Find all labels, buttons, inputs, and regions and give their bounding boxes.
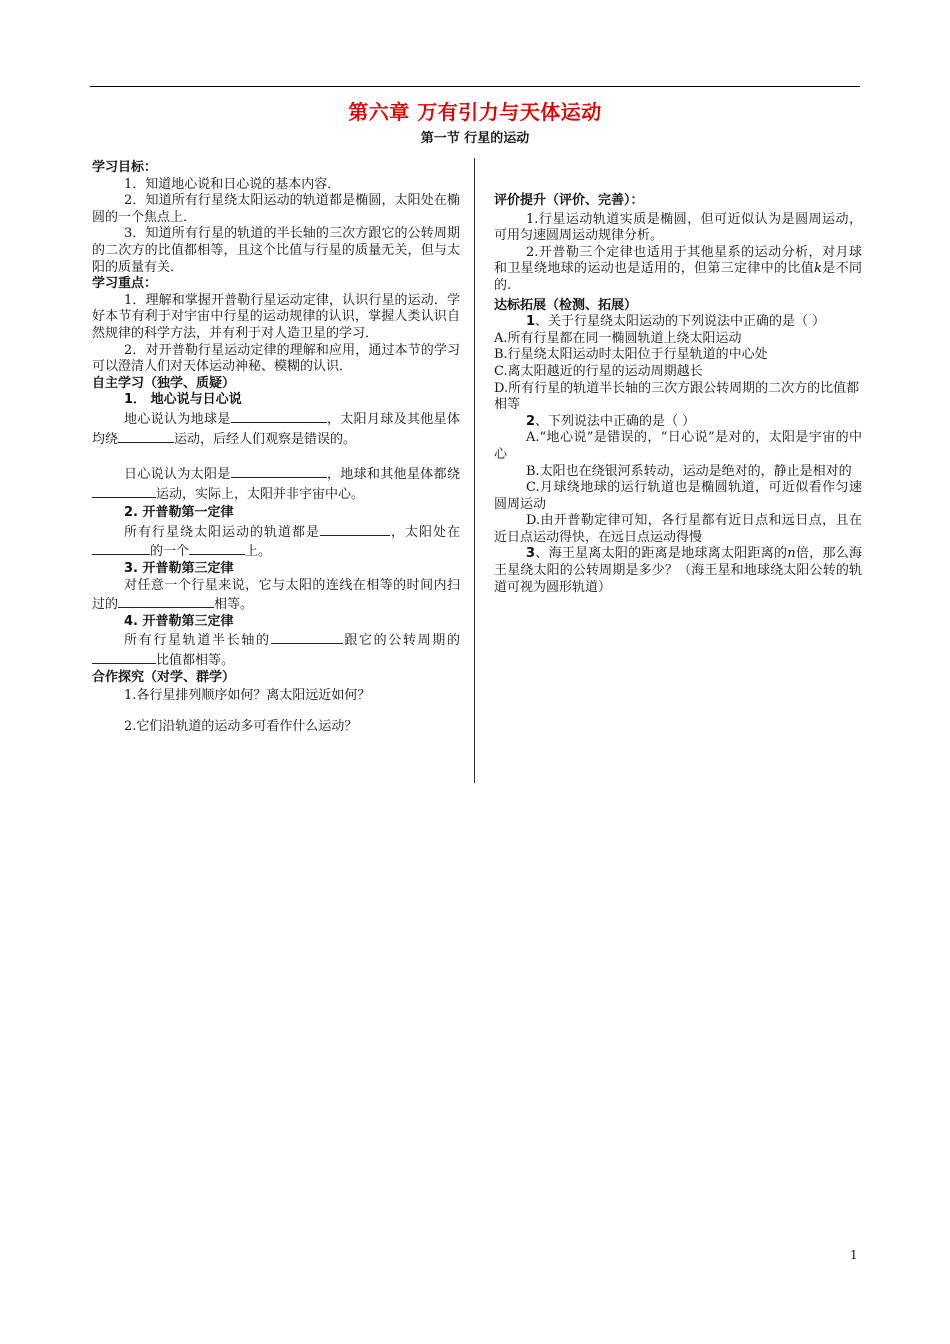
question-1-option-c[interactable]: C.离太阳越近的行星的运动周期越长 — [494, 363, 703, 379]
goal-3: 3．知道所有行星的轨道的半长轴的三次方跟它的公转周期的二次方的比值都相等，且这个比值与行星的质量无关，但与太阳的质量有关． — [92, 226, 460, 275]
kepler-second-law-title: 3. 开普勒第三定律 — [124, 561, 234, 577]
fill-blank[interactable] — [271, 630, 343, 644]
column-divider — [474, 158, 475, 783]
heliocentric-paragraph: 日心说认为太阳是 ，地球和其他星体都绕运动，实际上，太阳并非宇宙中心。 — [92, 464, 460, 503]
fill-blank[interactable] — [231, 409, 327, 423]
goal-2: 2．知道所有行星绕太阳运动的轨道都是椭圆，太阳处在椭圆的一个焦点上． — [92, 193, 460, 225]
chapter-title: 第六章 万有引力与天体运动 — [348, 100, 602, 124]
fill-blank[interactable] — [92, 541, 150, 555]
question-3-stem: 3、海王星离太阳的距离是地球离太阳距离的n倍，那么海王星绕太阳的公转周期是多少？（海王星和地球绕太阳公转的轨道可视为圆形轨道） — [494, 546, 862, 595]
question-2-option-c[interactable]: C.月球绕地球的运行轨道也是椭圆轨道，可近似看作匀速圆周运动 — [494, 480, 862, 512]
extension-heading: 达标拓展（检测、拓展） — [494, 297, 638, 313]
question-2-option-a[interactable]: A.“地心说”是错误的，“日心说”是对的，太阳是宇宙的中心 — [494, 430, 862, 462]
geocentric-paragraph: 地心说认为地球是 ，太阳月球及其他星体均绕 运动，后经人们观察是错误的。 — [92, 409, 460, 448]
kepler-third-law-text: 所有行星轨道半长轴的 跟它的公转周期的比值都相等。 — [92, 630, 460, 669]
cooperative-heading: 合作探究（对学、群学） — [92, 669, 236, 685]
question-1-stem: 1、关于行星绕太阳运动的下列说法中正确的是（ ） — [526, 314, 826, 330]
evaluation-1: 1.行星运动轨道实质是椭圆，但可近似认为是圆周运动，可用匀速圆周运动规律分析。 — [494, 211, 862, 244]
header-rule — [90, 86, 860, 87]
question-2-stem: 2、下列说法中正确的是（ ） — [526, 413, 696, 429]
fill-blank[interactable] — [92, 484, 156, 498]
evaluation-2: 2.开普勒三个定律也适用于其他星系的运动分析，对月球和卫星绕地球的运动也是适用的，但第三定律中的比值k是不同的. — [494, 244, 862, 293]
fill-blank[interactable] — [320, 522, 390, 536]
fill-blank[interactable] — [118, 594, 214, 608]
kepler-first-law-text: 所有行星绕太阳运动的轨道都是 ，太阳处在的一个 上。 — [92, 522, 460, 561]
question-1-option-d[interactable]: D.所有行星的轨道半长轴的三次方跟公转周期的二次方的比值都相等 — [494, 380, 860, 413]
question-1-option-a[interactable]: A.所有行星都在同一椭圆轨道上绕太阳运动 — [494, 330, 742, 346]
coop-question-2: 2.它们沿轨道的运动多可看作什么运动？ — [124, 718, 358, 734]
goal-1: 1．知道地心说和日心说的基本内容． — [124, 176, 341, 192]
right-column — [494, 193, 862, 596]
question-2-option-d[interactable]: D.由开普勒定律可知，各行星都有近日点和远日点，且在近日点运动得快，在远日点运动得慢 — [494, 513, 862, 545]
fill-blank[interactable] — [118, 429, 174, 443]
fill-blank[interactable] — [92, 650, 156, 664]
section-title: 第一节 行星的运动 — [420, 131, 530, 146]
goals-heading: 学习目标： — [92, 160, 158, 175]
self-study-heading: 自主学习（独学、质疑） — [92, 375, 236, 391]
question-1-option-b[interactable]: B.行星绕太阳运动时太阳位于行星轨道的中心处 — [494, 347, 768, 363]
key-point-1: 1．理解和掌握开普勒行星运动定律，认识行星的运动．学好本节有利于对宇宙中行星的运动规律的认识，掌握人类认识自然规律的科学方法，并有利于对人造卫星的学习． — [92, 292, 460, 341]
evaluation-heading: 评价提升（评价、完善）： — [494, 193, 644, 208]
key-points-heading: 学习重点： — [92, 276, 158, 292]
kepler-first-law-title: 2. 开普勒第一定律 — [124, 505, 234, 521]
key-point-2: 2．对开普勒行星运动定律的理解和应用，通过本节的学习可以澄清人们对天体运动神秘、模糊的认识． — [92, 342, 460, 375]
geocentric-heliocentric-title: 1． 地心说与日心说 — [124, 392, 242, 408]
fill-blank[interactable] — [231, 464, 327, 478]
coop-question-1: 1.各行星排列顺序如何？离太阳远近如何？ — [124, 688, 371, 704]
fill-blank[interactable] — [189, 541, 245, 555]
question-2-option-b[interactable]: B.太阳也在绕银河系转动，运动是绝对的，静止是相对的 — [526, 463, 852, 479]
kepler-third-law-title: 4. 开普勒第三定律 — [124, 613, 234, 629]
kepler-second-law-text: 对任意一个行星来说，它与太阳的连线在相等的时间内扫过的 相等。 — [92, 577, 460, 613]
left-column — [92, 160, 460, 735]
page-number: 1 — [850, 1248, 858, 1262]
